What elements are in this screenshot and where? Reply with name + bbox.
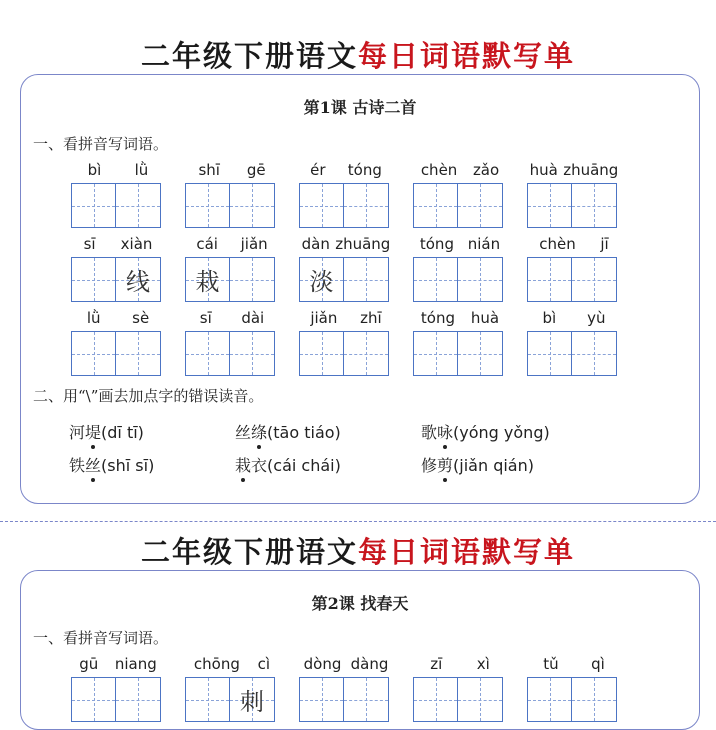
- tianzige-grid[interactable]: [185, 677, 279, 722]
- tianzige-cell[interactable]: [344, 677, 389, 722]
- tianzige-cell[interactable]: [527, 677, 572, 722]
- word-item: [71, 307, 165, 376]
- word-item: [71, 159, 165, 228]
- pinyin-label: tóng nián: [419, 235, 501, 253]
- pinyin-label: chōng cì: [193, 655, 271, 673]
- tianzige-grid[interactable]: [185, 257, 279, 302]
- pinyin-label: sī xiàn: [83, 235, 153, 253]
- pronunciation-question[interactable]: 丝绦(tāo tiáo): [235, 420, 341, 443]
- tianzige-cell[interactable]: [458, 183, 503, 228]
- tianzige-cell[interactable]: [230, 183, 275, 228]
- word-item: [71, 233, 165, 302]
- pinyin-label: bì yù: [542, 309, 606, 327]
- tianzige-cell[interactable]: [527, 183, 572, 228]
- tianzige-cell[interactable]: [344, 257, 389, 302]
- title-red-part: 每日词语默写单: [358, 39, 576, 73]
- pinyin-label: dàn zhuāng: [301, 235, 391, 253]
- pronunciation-question[interactable]: 修剪(jiǎn qián): [421, 453, 534, 476]
- tianzige-grid[interactable]: [71, 331, 165, 376]
- sheet1-title: [0, 34, 716, 75]
- tianzige-cell[interactable]: [458, 257, 503, 302]
- pinyin-label: dòng dàng: [303, 655, 389, 673]
- tianzige-grid[interactable]: [527, 183, 621, 228]
- tianzige-grid[interactable]: [527, 677, 621, 722]
- tianzige-cell[interactable]: [413, 257, 458, 302]
- tianzige-cell[interactable]: [71, 183, 116, 228]
- title-black-part: 二年级下册语文: [140, 39, 358, 73]
- word-item: [413, 233, 507, 302]
- tianzige-cell[interactable]: [71, 257, 116, 302]
- tianzige-cell[interactable]: [299, 331, 344, 376]
- pronunciation-question[interactable]: 栽衣(cái chái): [235, 453, 341, 476]
- tianzige-cell[interactable]: [413, 331, 458, 376]
- tianzige-grid[interactable]: [299, 183, 393, 228]
- tianzige-cell[interactable]: 线: [116, 257, 161, 302]
- tianzige-grid[interactable]: [413, 257, 507, 302]
- tianzige-grid[interactable]: [413, 183, 507, 228]
- tianzige-cell[interactable]: [185, 331, 230, 376]
- word-item: [185, 159, 279, 228]
- title-black-part: 二年级下册语文: [140, 535, 358, 569]
- tianzige-cell[interactable]: [572, 257, 617, 302]
- pronunciation-question[interactable]: 铁丝(shī sī): [69, 453, 154, 476]
- word-item: [527, 653, 621, 722]
- pinyin-label: lǜ sè: [86, 309, 150, 327]
- word-item: [527, 233, 621, 302]
- pinyin-label: bì lǜ: [87, 161, 149, 179]
- lesson1-title: 第1课 古诗二首: [303, 98, 417, 117]
- tianzige-cell[interactable]: [527, 331, 572, 376]
- tianzige-cell[interactable]: 刺: [230, 677, 275, 722]
- tianzige-grid[interactable]: [299, 331, 393, 376]
- tianzige-grid[interactable]: [299, 677, 393, 722]
- pinyin-row-3: [71, 307, 651, 379]
- lesson1-section1-heading: 一、看拼音写词语。: [33, 135, 169, 153]
- pinyin-label: tǔ qì: [543, 655, 605, 673]
- tianzige-cell[interactable]: [572, 677, 617, 722]
- tianzige-cell[interactable]: [572, 183, 617, 228]
- tianzige-cell[interactable]: [527, 257, 572, 302]
- tianzige-cell[interactable]: [230, 257, 275, 302]
- lesson2-title: 第2课 找春天: [311, 594, 409, 613]
- word-item: [299, 159, 393, 228]
- word-item: [413, 159, 507, 228]
- tianzige-grid[interactable]: [413, 677, 507, 722]
- lesson2-card: [20, 570, 700, 730]
- tianzige-grid[interactable]: [527, 257, 621, 302]
- word-item: [413, 653, 507, 722]
- pinyin-label: gū niang: [79, 655, 157, 673]
- tianzige-cell[interactable]: [185, 183, 230, 228]
- pinyin-label: chèn zǎo: [420, 161, 500, 179]
- tianzige-cell[interactable]: [344, 183, 389, 228]
- word-item: [299, 653, 393, 722]
- tianzige-cell[interactable]: [299, 183, 344, 228]
- title-red-part: 每日词语默写单: [358, 535, 576, 569]
- word-item: [185, 307, 279, 376]
- tianzige-cell[interactable]: [572, 331, 617, 376]
- tianzige-grid[interactable]: [71, 677, 165, 722]
- pinyin-label: shī gē: [198, 161, 266, 179]
- tianzige-cell[interactable]: [71, 677, 116, 722]
- pinyin-label: tóng huà: [420, 309, 500, 327]
- tianzige-cell[interactable]: 淡: [299, 257, 344, 302]
- tianzige-grid[interactable]: [71, 183, 165, 228]
- tianzige-cell[interactable]: [71, 331, 116, 376]
- lesson1-section2-heading: 二、用“\”画去加点字的错误读音。: [33, 387, 264, 405]
- tianzige-cell[interactable]: [299, 677, 344, 722]
- tianzige-grid[interactable]: [299, 257, 393, 302]
- pinyin-label: sī dài: [199, 309, 265, 327]
- tianzige-cell[interactable]: [116, 677, 161, 722]
- pronunciation-question[interactable]: 河堤(dī tī): [69, 420, 144, 443]
- tianzige-cell[interactable]: [413, 677, 458, 722]
- pinyin-row-1: [71, 159, 651, 231]
- word-item: [527, 159, 621, 228]
- tianzige-grid[interactable]: [185, 331, 279, 376]
- word-item: [299, 307, 393, 376]
- tianzige-grid[interactable]: [71, 257, 165, 302]
- pinyin-label: cái jiǎn: [196, 235, 268, 253]
- pronunciation-question[interactable]: 歌咏(yóng yǒng): [421, 420, 550, 443]
- pinyin-label: huà zhuāng: [529, 161, 619, 179]
- word-item: [185, 653, 279, 722]
- word-item: [527, 307, 621, 376]
- tianzige-grid[interactable]: [185, 183, 279, 228]
- word-item: [299, 233, 393, 302]
- tianzige-cell[interactable]: [344, 331, 389, 376]
- lesson2-section1-heading: 一、看拼音写词语。: [33, 629, 169, 647]
- pinyin-row-1: [71, 653, 651, 725]
- pinyin-row-2: [71, 233, 651, 305]
- tianzige-cell[interactable]: [458, 331, 503, 376]
- tianzige-cell[interactable]: [116, 331, 161, 376]
- lesson1-card: [20, 74, 700, 504]
- word-item: [185, 233, 279, 302]
- word-item: [413, 307, 507, 376]
- pinyin-label: chèn jī: [539, 235, 609, 253]
- tianzige-cell[interactable]: [185, 677, 230, 722]
- tianzige-cell[interactable]: [413, 183, 458, 228]
- pinyin-label: zī xì: [430, 655, 490, 673]
- pinyin-label: jiǎn zhī: [310, 309, 382, 327]
- tianzige-cell[interactable]: [230, 331, 275, 376]
- tianzige-grid[interactable]: [413, 331, 507, 376]
- tianzige-cell[interactable]: 栽: [185, 257, 230, 302]
- pinyin-label: ér tóng: [310, 161, 382, 179]
- tianzige-cell[interactable]: [458, 677, 503, 722]
- sheet2-title: [0, 530, 716, 571]
- page-divider: [0, 521, 716, 522]
- tianzige-grid[interactable]: [527, 331, 621, 376]
- tianzige-cell[interactable]: [116, 183, 161, 228]
- word-item: [71, 653, 165, 722]
